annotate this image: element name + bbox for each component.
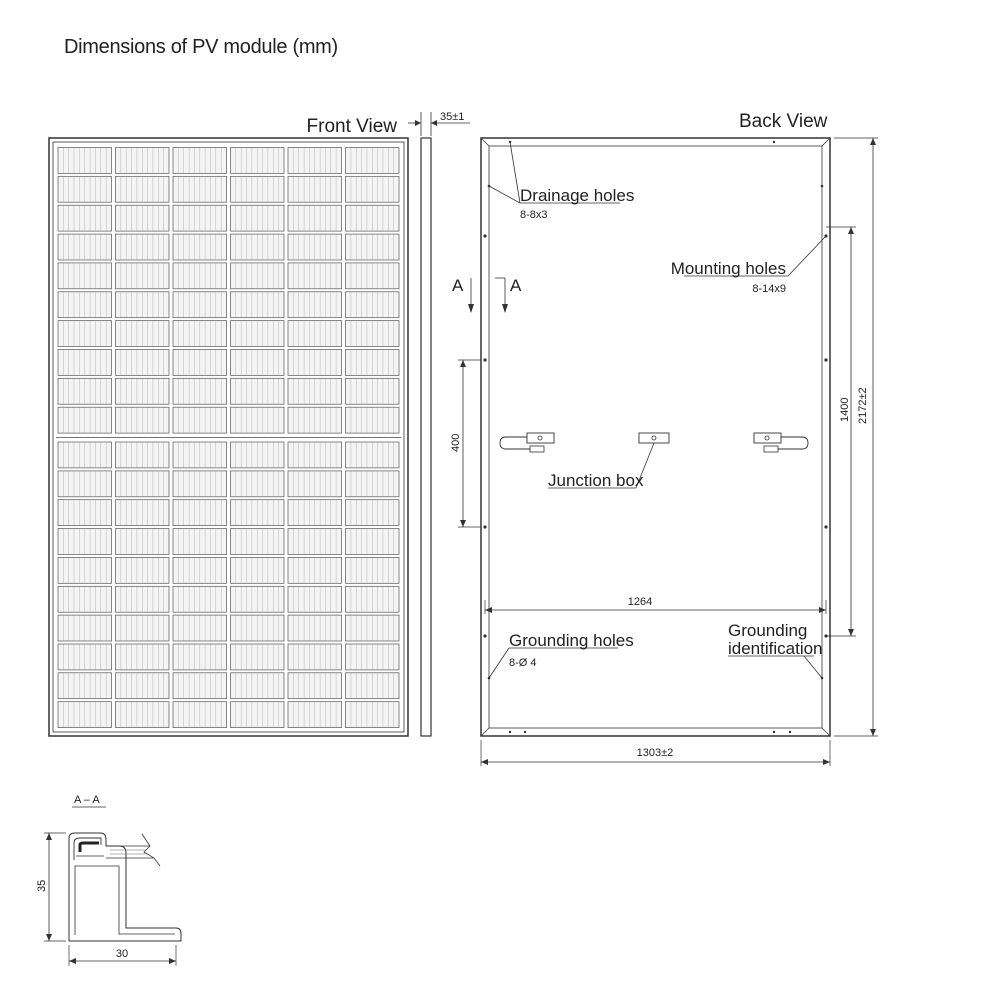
mounting-holes-spec: 8-14x9	[752, 283, 786, 295]
side-spacing-dimension: 400	[450, 433, 462, 452]
front-view	[49, 116, 408, 736]
back-view	[450, 111, 878, 766]
back-view-label: Back View	[739, 111, 828, 132]
mounting-holes-label: Mounting holes	[670, 259, 786, 278]
drainage-holes-label: Drainage holes	[520, 186, 635, 205]
grounding-id-label-1: Grounding	[728, 621, 808, 640]
junction-box-label: Junction box	[548, 471, 644, 490]
grounding-holes-callout	[489, 631, 634, 678]
grounding-id-label-2: identification	[728, 639, 823, 658]
width-dimension: 1303±2	[636, 747, 674, 759]
section-label: A – A	[74, 794, 100, 806]
grounding-holes-label: Grounding holes	[509, 631, 634, 650]
junction-box-center	[639, 433, 669, 443]
page-title: Dimensions of PV module (mm)	[64, 36, 338, 58]
section-height-dimension: 35	[36, 879, 48, 892]
side-view	[408, 111, 470, 736]
frame-profile-inner	[75, 866, 175, 935]
mounting-callout	[671, 236, 826, 295]
dimension-1303	[481, 740, 830, 766]
cell-grid	[56, 148, 401, 728]
junction-box-left	[500, 433, 554, 452]
drainage-holes-spec: 8-8x3	[520, 209, 548, 221]
mounting-width-dimension: 1264	[627, 596, 653, 608]
junction-box-right	[754, 433, 808, 452]
section-width-dimension: 30	[115, 948, 129, 960]
front-view-label: Front View	[306, 116, 397, 137]
dimension-2172	[834, 138, 878, 736]
drainage-callout	[489, 142, 634, 221]
side-frame	[421, 138, 431, 736]
thickness-dimension: 35±1	[440, 111, 465, 123]
junction-callout	[548, 443, 654, 490]
section-aa	[36, 794, 181, 966]
section-marker	[452, 276, 522, 313]
section-marker-left: A	[452, 276, 464, 295]
frame-profile-outer	[69, 833, 181, 941]
grounding-holes-spec: 8-Ø 4	[509, 657, 537, 669]
mounting-spacing-dimension: 1400	[839, 397, 851, 422]
dimension-400	[450, 360, 481, 527]
section-marker-right: A	[510, 276, 522, 295]
dimension-1264	[485, 596, 826, 614]
height-dimension: 2172±2	[857, 387, 869, 424]
grounding-id-callout	[728, 621, 823, 678]
